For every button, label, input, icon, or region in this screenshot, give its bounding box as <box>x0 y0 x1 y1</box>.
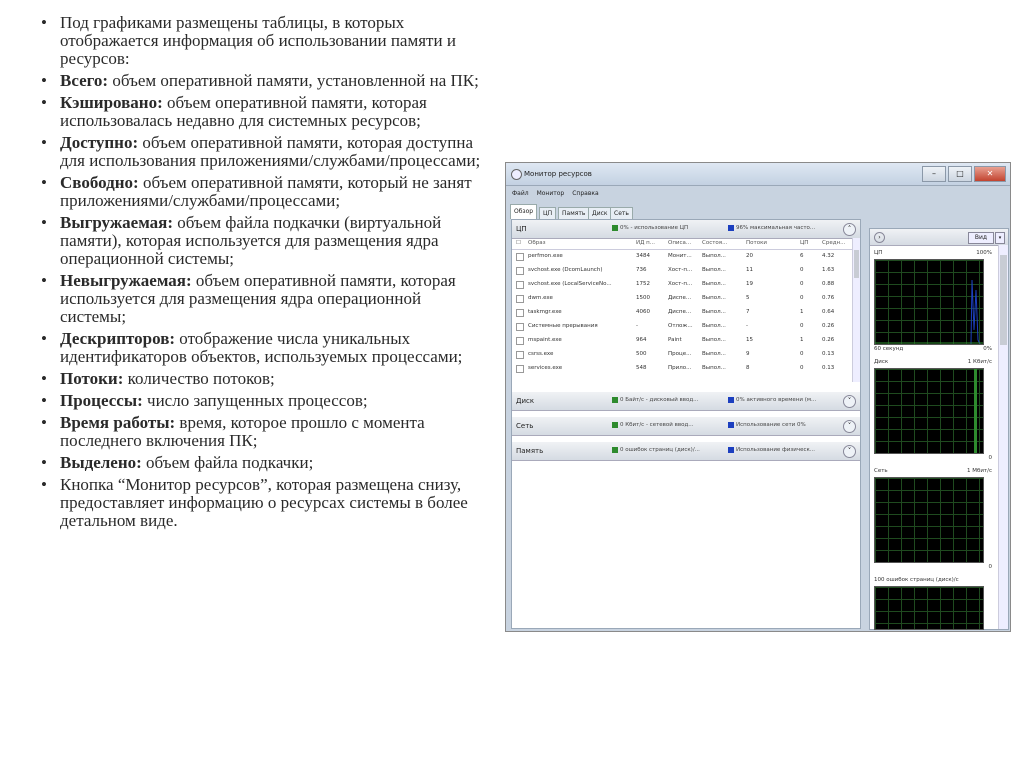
table-cell: Прило... <box>668 365 692 371</box>
table-cell: 736 <box>636 267 647 273</box>
table-cell: 19 <box>746 281 753 287</box>
bullet-item <box>40 454 488 472</box>
table-cell: 1 <box>800 337 804 343</box>
row-checkbox[interactable] <box>516 267 524 275</box>
tab-network[interactable]: Сеть <box>610 207 633 219</box>
table-cell: 0.26 <box>822 323 835 329</box>
table-header <box>512 238 852 250</box>
disk-io-indicator: 0 Байт/с - дисковый ввод... <box>612 397 698 403</box>
bullet-item <box>40 72 488 90</box>
view-dropdown-icon[interactable]: ▾ <box>995 232 1005 244</box>
table-cell: 0 <box>800 351 804 357</box>
bullet-term: Время работы: <box>60 413 176 432</box>
table-cell: 8 <box>746 365 750 371</box>
bullet-term: Дескрипторов: <box>60 329 176 348</box>
window-title: Монитор ресурсов <box>524 170 592 178</box>
app-icon <box>511 169 522 180</box>
memory-graph <box>874 586 984 630</box>
table-cell: Выпол... <box>702 323 726 329</box>
bullet-item <box>40 214 488 268</box>
title-bar[interactable] <box>506 163 1010 186</box>
bullet-text: объем оперативной памяти, которая доступна для использования приложениями/службами/процессами; <box>60 133 481 170</box>
row-checkbox[interactable] <box>516 295 524 303</box>
table-cell: Paint <box>668 337 682 343</box>
col-image[interactable]: Образ <box>528 240 546 246</box>
cpu-graph <box>874 259 984 345</box>
bullet-text: время, которое прошло с момента последнего включения ПК; <box>60 413 425 450</box>
bullet-text: объем файла подкачки (виртуальной памяти), которая используется для размещения ядра операционной системы; <box>60 213 442 268</box>
tab-bar <box>506 201 1010 219</box>
table-cell: svchost.exe (DcomLaunch) <box>528 267 603 273</box>
bullet-term: Невыгружаемая: <box>60 271 192 290</box>
disk-active-indicator: 0% активного времени (м... <box>728 397 816 403</box>
bullet-item <box>40 414 488 450</box>
memory-section-header[interactable] <box>512 442 860 461</box>
table-cell: Диспе... <box>668 309 692 315</box>
table-cell: 5 <box>746 295 750 301</box>
table-cell: csrss.exe <box>528 351 554 357</box>
menu-file[interactable]: Файл <box>512 189 529 197</box>
cpu-graph-footer: 60 секунд 0% <box>874 346 992 352</box>
bullet-text: Кнопка “Монитор ресурсов”, которая размещена снизу, предоставляет информацию о ресурсах системы в более детальном виде. <box>60 475 468 530</box>
bullet-item <box>40 94 488 130</box>
bullet-text: объем оперативной памяти, которая используется для размещения ядра операционной системы; <box>60 271 456 326</box>
resource-monitor-window <box>505 162 1011 632</box>
col-status[interactable]: Состоя... <box>702 240 728 246</box>
table-cell: Хост-п... <box>668 267 693 273</box>
table-cell: Выпол... <box>702 267 726 273</box>
table-cell: 15 <box>746 337 753 343</box>
table-cell: dwm.exe <box>528 295 553 301</box>
view-button[interactable]: Вид <box>968 232 994 244</box>
table-row[interactable] <box>512 279 852 291</box>
bullet-item <box>40 476 488 530</box>
table-cell: 0.13 <box>822 351 835 357</box>
table-row[interactable] <box>512 349 852 361</box>
col-cpu[interactable]: ЦП <box>800 240 809 246</box>
col-pid[interactable]: ИД п... <box>636 240 656 246</box>
table-cell: Отлож... <box>668 323 693 329</box>
table-row[interactable] <box>512 251 852 263</box>
table-cell: - <box>746 323 748 329</box>
disk-graph-label: Диск 1 Кбит/с <box>874 359 992 365</box>
graph-pane-header <box>870 229 1008 246</box>
table-cell: Системные прерывания <box>528 323 598 329</box>
table-cell: 1 <box>800 309 804 315</box>
table-cell: Выпол... <box>702 253 726 259</box>
col-threads[interactable]: Потоки <box>746 240 767 246</box>
table-cell: 7 <box>746 309 750 315</box>
table-cell: mspaint.exe <box>528 337 562 343</box>
bullet-text: количество потоков; <box>123 369 275 388</box>
bullet-text: Под графиками размещены таблицы, в которых отображается информация об использовании памяти и ресурсов: <box>60 13 456 68</box>
row-checkbox[interactable] <box>516 281 524 289</box>
table-row[interactable] <box>512 293 852 305</box>
table-cell: Диспе... <box>668 295 692 301</box>
bullet-item <box>40 330 488 366</box>
memory-section-title: Память <box>516 447 544 455</box>
table-cell: taskmgr.exe <box>528 309 562 315</box>
col-description[interactable]: Описа... <box>668 240 692 246</box>
table-cell: 4.32 <box>822 253 835 259</box>
expand-icon[interactable]: ˅ <box>843 420 856 433</box>
table-cell: 0.88 <box>822 281 835 287</box>
table-cell: 0.26 <box>822 337 835 343</box>
cpu-section-title: ЦП <box>516 225 527 233</box>
scroll-thumb[interactable] <box>1000 255 1007 345</box>
bullet-term: Потоки: <box>60 369 124 388</box>
col-check-header[interactable]: ☐ <box>516 240 521 246</box>
bullet-text: объем оперативной памяти, который не занят приложениями/службами/процессами; <box>60 173 472 210</box>
table-row[interactable] <box>512 307 852 319</box>
table-cell: 20 <box>746 253 753 259</box>
memory-physical-indicator: Использование физическ... <box>728 447 815 453</box>
row-checkbox[interactable] <box>516 365 524 373</box>
bullet-term: Выгружаемая: <box>60 213 174 232</box>
maximize-button[interactable]: □ <box>948 166 972 182</box>
table-cell: 11 <box>746 267 753 273</box>
cpu-freq-indicator: 96% максимальная часто... <box>728 225 815 231</box>
table-cell: 4060 <box>636 309 650 315</box>
bullet-term: Всего: <box>60 71 109 90</box>
bullet-term: Доступно: <box>60 133 139 152</box>
table-cell: 3484 <box>636 253 650 259</box>
bullet-term: Выделено: <box>60 453 142 472</box>
table-cell: 9 <box>746 351 750 357</box>
table-cell: 548 <box>636 365 647 371</box>
network-io-indicator: 0 Кбит/с - сетевой ввод... <box>612 422 694 428</box>
table-cell: 500 <box>636 351 647 357</box>
disk-section-title: Диск <box>516 397 535 405</box>
table-cell: Выпол... <box>702 281 726 287</box>
collapse-icon[interactable]: ˄ <box>843 223 856 236</box>
network-graph-label: Сеть 1 Мбит/с <box>874 468 992 474</box>
table-cell: Выпол... <box>702 351 726 357</box>
network-graph <box>874 477 984 563</box>
tab-disk[interactable]: Диск <box>588 207 612 219</box>
table-row[interactable] <box>512 335 852 347</box>
process-scrollbar[interactable] <box>852 238 860 382</box>
bullet-list <box>40 14 488 530</box>
disk-graph-line <box>875 369 983 453</box>
bullet-item <box>40 14 488 68</box>
graph-pane: › Вид ▾ ЦП 100% 60 секунд 0% Диск 1 Кбит/с 0 Сеть 1 Мбит/с 0 100 ошибок страниц (диск)/с <box>869 228 1009 630</box>
table-cell: 0 <box>800 323 804 329</box>
overview-panel <box>511 219 861 629</box>
network-section-header[interactable] <box>512 417 860 436</box>
expand-icon[interactable]: ˅ <box>843 445 856 458</box>
memory-faults-indicator: 0 ошибок страниц (диск)/... <box>612 447 700 453</box>
row-checkbox[interactable] <box>516 253 524 261</box>
row-checkbox[interactable] <box>516 337 524 345</box>
table-cell: 0.64 <box>822 309 835 315</box>
bullet-item <box>40 174 488 210</box>
close-button[interactable]: ✕ <box>974 166 1006 182</box>
network-section-title: Сеть <box>516 422 534 430</box>
network-usage-indicator: Использование сети 0% <box>728 422 806 428</box>
col-avg-cpu[interactable]: Средн... <box>822 240 846 246</box>
table-cell: 1752 <box>636 281 650 287</box>
row-checkbox[interactable] <box>516 309 524 317</box>
disk-section-header[interactable] <box>512 392 860 411</box>
table-row[interactable] <box>512 321 852 333</box>
process-table <box>512 238 852 382</box>
table-cell: Проце... <box>668 351 692 357</box>
bullet-item <box>40 370 488 388</box>
graph-scrollbar[interactable] <box>998 245 1008 629</box>
bullet-term: Кэшировано: <box>60 93 163 112</box>
bullet-term: Свободно: <box>60 173 139 192</box>
scroll-thumb[interactable] <box>854 250 859 278</box>
bullet-item <box>40 392 488 410</box>
table-row[interactable] <box>512 265 852 277</box>
bullet-text: объем оперативной памяти, установленной на ПК; <box>108 71 479 90</box>
bullet-text: число запущенных процессов; <box>142 391 368 410</box>
cpu-section-header[interactable] <box>512 220 860 239</box>
table-cell: svchost.exe (LocalServiceNo... <box>528 281 612 287</box>
tab-cpu[interactable]: ЦП <box>539 207 556 219</box>
table-cell: 0 <box>800 365 804 371</box>
table-cell: perfmon.exe <box>528 253 563 259</box>
cpu-usage-indicator: 0% - использование ЦП <box>612 225 688 231</box>
cpu-graph-line <box>875 260 983 344</box>
table-cell: 0 <box>800 267 804 273</box>
tab-overview[interactable]: Обзор <box>510 204 537 219</box>
cpu-graph-label: ЦП 100% <box>874 250 992 256</box>
chevron-right-icon[interactable]: › <box>874 232 885 243</box>
row-checkbox[interactable] <box>516 323 524 331</box>
table-cell: 0 <box>800 281 804 287</box>
table-cell: 6 <box>800 253 804 259</box>
bullet-text: отображение числа уникальных идентификаторов объектов, используемых процессами; <box>60 329 463 366</box>
disk-graph <box>874 368 984 454</box>
table-cell: Монит... <box>668 253 692 259</box>
tab-memory[interactable]: Память <box>558 207 589 219</box>
slide-text <box>40 14 488 534</box>
table-cell: 1500 <box>636 295 650 301</box>
table-cell: 0.13 <box>822 365 835 371</box>
menu-monitor[interactable]: Монитор <box>536 189 565 197</box>
memory-graph-label: 100 ошибок страниц (диск)/с <box>874 577 959 583</box>
menu-bar <box>506 186 1010 200</box>
table-cell: Хост-п... <box>668 281 693 287</box>
menu-help[interactable]: Справка <box>572 189 599 197</box>
table-cell: 964 <box>636 337 647 343</box>
table-cell: Выпол... <box>702 309 726 315</box>
expand-icon[interactable]: ˅ <box>843 395 856 408</box>
table-cell: - <box>636 323 638 329</box>
bullet-text: объем оперативной памяти, которая использовалась недавно для системных ресурсов; <box>60 93 427 130</box>
table-row[interactable] <box>512 363 852 375</box>
bullet-text: объем файла подкачки; <box>141 453 314 472</box>
table-cell: Выпол... <box>702 295 726 301</box>
bullet-item <box>40 272 488 326</box>
table-cell: 0 <box>800 295 804 301</box>
bullet-term: Процессы: <box>60 391 143 410</box>
table-cell: services.exe <box>528 365 563 371</box>
bullet-item <box>40 134 488 170</box>
table-cell: 0.76 <box>822 295 835 301</box>
table-cell: Выпол... <box>702 365 726 371</box>
row-checkbox[interactable] <box>516 351 524 359</box>
table-cell: 1.63 <box>822 267 835 273</box>
minimize-button[interactable]: – <box>922 166 946 182</box>
table-cell: Выпол... <box>702 337 726 343</box>
